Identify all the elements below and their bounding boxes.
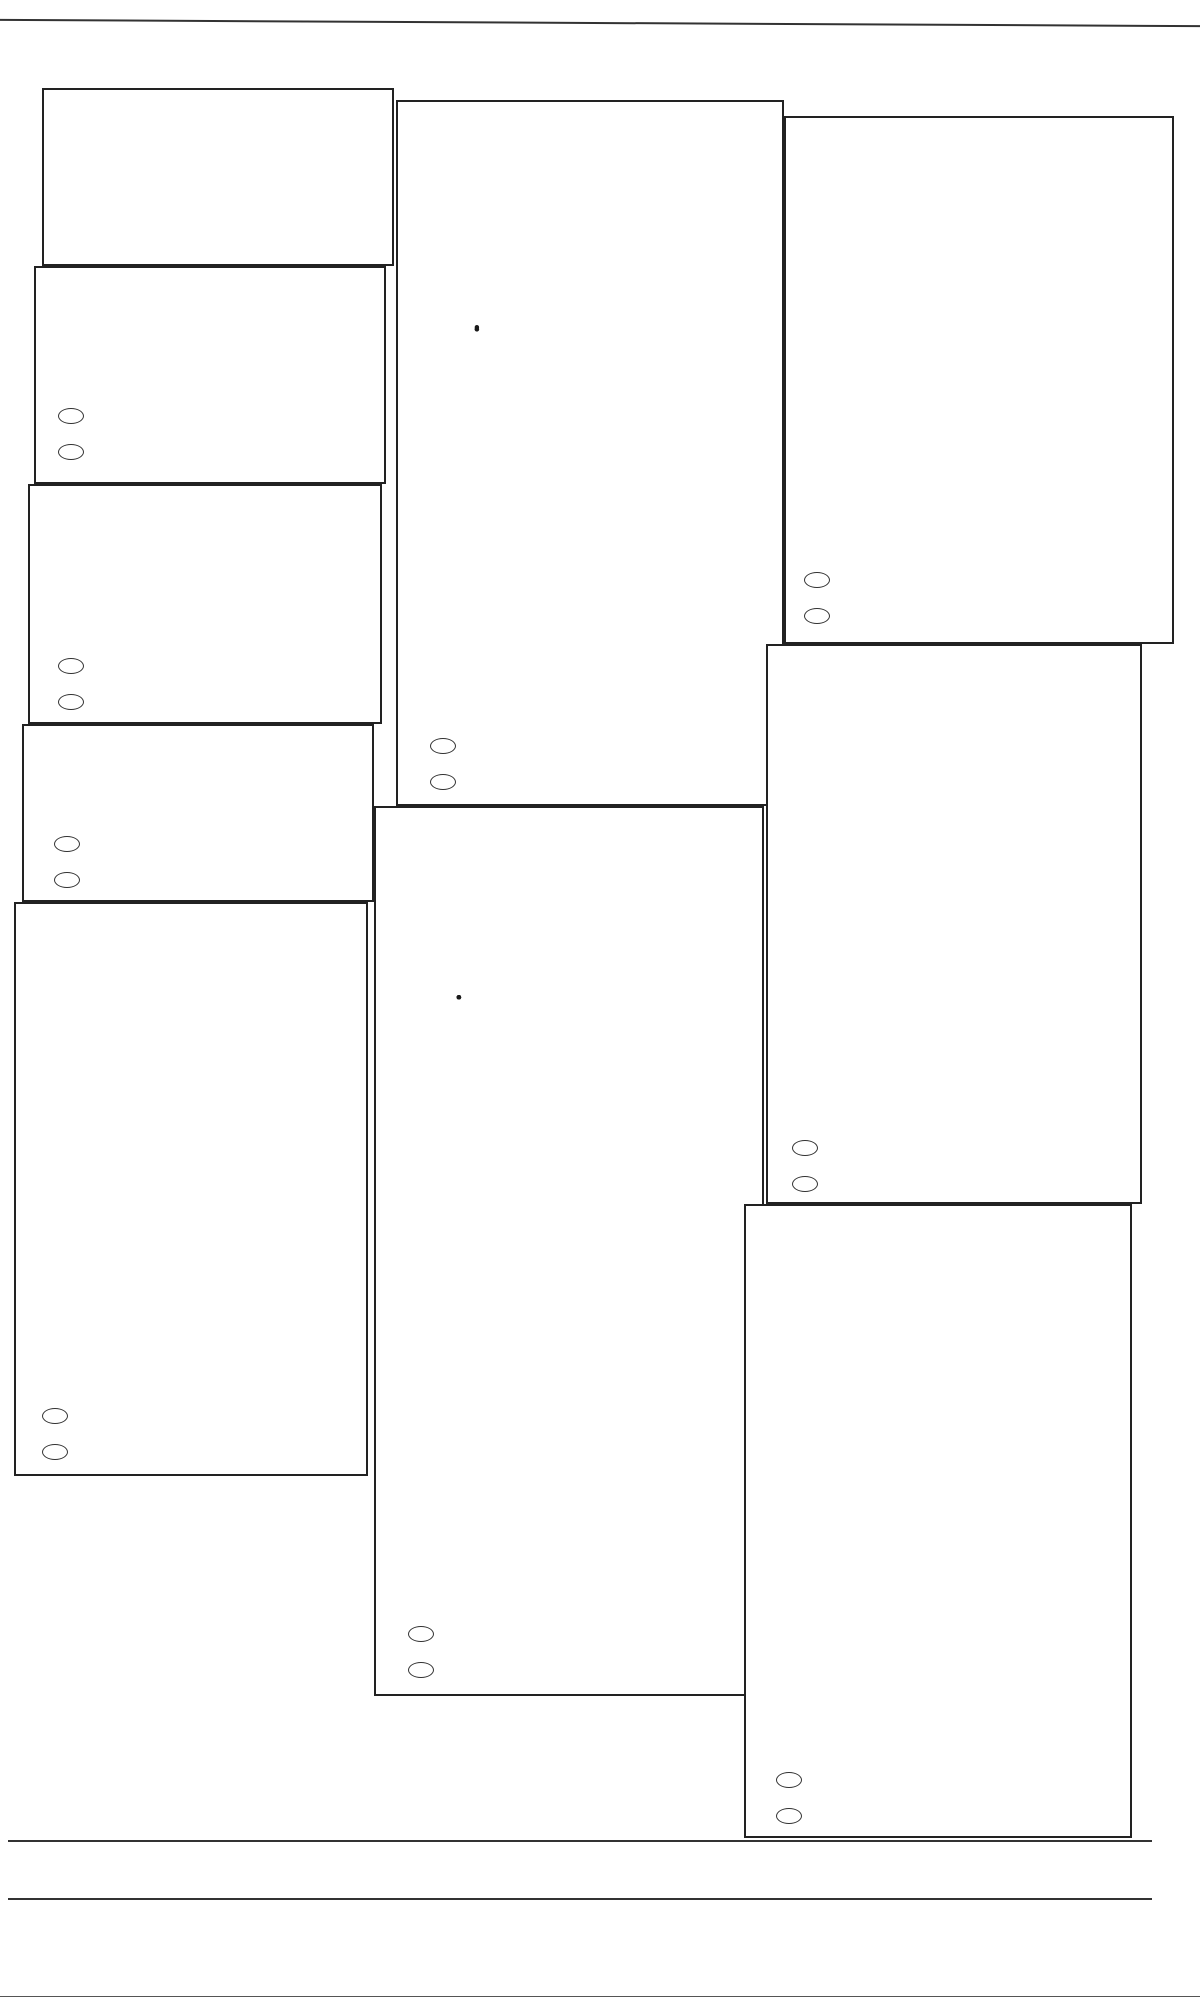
scott-no-option[interactable] — [54, 872, 88, 888]
constitutional-amendment-1-box — [14, 902, 368, 1476]
lynch-no-option[interactable] — [58, 694, 92, 710]
footer-rule-bottom — [8, 1898, 1152, 1900]
vote-oval[interactable] — [430, 738, 456, 754]
vote-oval[interactable] — [776, 1808, 802, 1824]
proposition-a-box — [374, 806, 764, 1696]
appeals-lynch-box — [28, 484, 382, 724]
amendment-1-yes-option[interactable] — [42, 1408, 76, 1424]
vote-oval[interactable] — [42, 1444, 68, 1460]
breckenridge-yes-option[interactable] — [58, 408, 92, 424]
judicial-ballot-header-box — [42, 88, 394, 266]
vote-oval[interactable] — [408, 1662, 434, 1678]
proposition-c-no-option[interactable] — [792, 1176, 826, 1192]
amendment-4-no-option[interactable] — [430, 774, 464, 790]
proposition-c-box — [766, 644, 1142, 1204]
vote-oval[interactable] — [58, 658, 84, 674]
vote-oval[interactable] — [58, 408, 84, 424]
proposition-b-yes-option[interactable] — [804, 572, 838, 588]
footer-rule-top — [8, 1840, 1152, 1842]
constitutional-amendment-4-box — [396, 100, 784, 806]
vote-oval[interactable] — [804, 608, 830, 624]
top-rule — [0, 19, 1200, 27]
supreme-court-box — [34, 266, 386, 484]
appeals-scott-box — [22, 724, 374, 902]
vote-oval[interactable] — [58, 444, 84, 460]
vote-oval[interactable] — [42, 1408, 68, 1424]
proposition-a-no-option[interactable] — [408, 1662, 442, 1678]
vote-oval[interactable] — [54, 836, 80, 852]
school-bond-yes-option[interactable] — [776, 1772, 810, 1788]
scott-yes-option[interactable] — [54, 836, 88, 852]
vote-oval[interactable] — [58, 694, 84, 710]
vote-oval[interactable] — [804, 572, 830, 588]
amendment-4-bullet-list — [470, 318, 758, 320]
school-bond-no-option[interactable] — [776, 1808, 810, 1824]
vote-oval[interactable] — [408, 1626, 434, 1642]
breckenridge-no-option[interactable] — [58, 444, 92, 460]
proposition-b-box — [784, 116, 1174, 644]
bottom-rule — [0, 1996, 1200, 1997]
proposition-b-no-option[interactable] — [804, 608, 838, 624]
amendment-4-yes-option[interactable] — [430, 738, 464, 754]
school-bond-box — [744, 1204, 1132, 1838]
vote-oval[interactable] — [54, 872, 80, 888]
vote-oval[interactable] — [792, 1176, 818, 1192]
proposition-a-yes-option[interactable] — [408, 1626, 442, 1642]
vote-oval[interactable] — [430, 774, 456, 790]
vote-oval[interactable] — [792, 1140, 818, 1156]
vote-oval[interactable] — [776, 1772, 802, 1788]
proposition-c-yes-option[interactable] — [792, 1140, 826, 1156]
lynch-yes-option[interactable] — [58, 658, 92, 674]
amendment-1-no-option[interactable] — [42, 1444, 76, 1460]
